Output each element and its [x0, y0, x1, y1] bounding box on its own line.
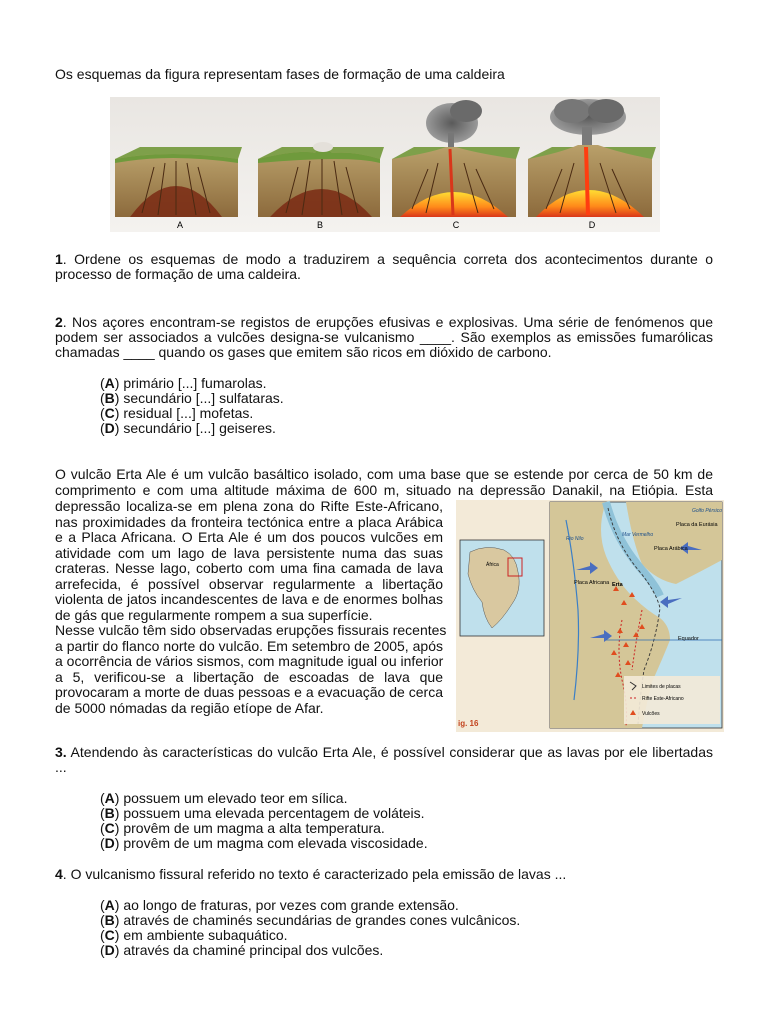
option-letter: B [104, 912, 115, 928]
erta-left-line: provocaram a morte de duas pessoas e a evacuação de cerca [55, 684, 443, 700]
nile-label: Rio Nilo [566, 536, 584, 542]
equator-label: Equador [678, 636, 699, 642]
q4-option-d[interactable]: (D) através da chaminé principal dos vulcões. [100, 942, 384, 958]
option-letter: D [104, 835, 115, 851]
erta-left-line: depressão localiza-se em plena zona do Rifte Este-Africano, [55, 498, 443, 514]
erta-left-line: a ocorrência de vários sismos, com magnitude igual ou inferior [55, 653, 444, 669]
erta-left-line: a 5, verificou-se a libertação de escoadas de lava que [55, 668, 443, 685]
inset-africa-label: África [486, 562, 499, 568]
option-text: em ambiente subaquático. [119, 927, 288, 943]
africa-plate-label: Placa Africana [574, 580, 610, 586]
label-c: C [452, 220, 460, 230]
q2-option-c[interactable]: (C) residual [...] mofetas. [100, 405, 254, 421]
q1-text-1: . Ordene os esquemas de modo a traduzirem a sequência correta dos acontecimentos durante o [62, 251, 713, 267]
erta-text-line-1: O vulcão Erta Ale é um vulcão basáltico isolado, com uma base que se estende por cerca de 50 km de [55, 466, 713, 482]
q2-option-a[interactable]: (A) primário [...] fumarolas. [100, 375, 267, 391]
legend-rift: Rifte Este-Africano [642, 696, 684, 702]
label-b: B [316, 220, 324, 230]
red-sea-label: Mar Vermelho [622, 532, 654, 538]
option-text: secundário [...] geiseres. [119, 420, 276, 436]
q2-option-d[interactable]: (D) secundário [...] geiseres. [100, 420, 276, 436]
option-text: provêm de um magma com elevada viscosidade. [119, 835, 428, 851]
erta-left-line: nas proximidades da fronteira tectónica entre a placa Arábica [55, 513, 443, 530]
figure-label: ig. 16 [458, 719, 479, 728]
option-text: ao longo de fraturas, por vezes com grande extensão. [119, 897, 459, 913]
option-text: provêm de um magma a alta temperatura. [119, 820, 385, 836]
q2-line-3: chamadas ____ quando os gases que emitem são ricos em dióxido de carbono. [55, 344, 552, 360]
option-text: possuem um elevado teor em sílica. [119, 790, 348, 806]
q4-text: . O vulcanismo fissural referido no texto é caracterizado pela emissão de lavas ... [62, 866, 567, 882]
erta-left-line: Nesse vulcão têm sido observadas erupções fissurais recentes [55, 622, 447, 638]
erta-left-line: atividade com um lago de lava persistente numa das suas [55, 544, 443, 561]
q2-text-1: . Nos açores encontram-se registos de erupções efusivas e explosivas. Uma série de fenómenos que [62, 314, 713, 330]
intro-text: Os esquemas da figura representam fases de formação de uma caldeira [55, 66, 505, 82]
q3-option-b[interactable]: (B) possuem uma elevada percentagem de voláteis. [100, 805, 425, 821]
q2-number: 2 [55, 314, 63, 330]
q1-line-2: processo de formação de uma caldeira. [55, 266, 301, 282]
q4-option-b[interactable]: (B) através de chaminés secundárias de grandes cones vulcânicos. [100, 912, 521, 928]
option-letter: B [104, 390, 115, 406]
q2-line-2: podem ser associados a vulcões designa-se vulcanismo ____. São exemplos as emissões fumarólicas [55, 329, 713, 345]
erta-left-line: de 5000 nómadas da região etíope de Afar. [55, 699, 324, 716]
q4-number: 4 [55, 866, 63, 882]
option-letter: A [104, 375, 115, 391]
option-text: primário [...] fumarolas. [119, 375, 267, 391]
option-letter: D [104, 420, 115, 436]
q3-line-1 [55, 745, 713, 760]
legend-volcanoes: Vulcões [642, 711, 660, 717]
option-letter: A [104, 790, 115, 806]
q1-line-1 [55, 252, 713, 267]
option-text: possuem uma elevada percentagem de voláteis. [119, 805, 425, 821]
erta-left-line: violenta de jatos incandescentes de lava e de enormes bolhas [55, 591, 443, 607]
q3-line-2: ... [55, 759, 67, 775]
q4-option-a[interactable]: (A) ao longo de fraturas, por vezes com grande extensão. [100, 897, 459, 913]
legend-plate-limits: Limites de placas [642, 684, 681, 690]
option-letter: B [104, 805, 115, 821]
option-text: residual [...] mofetas. [119, 405, 254, 421]
erta-left-line: e a Placa Africana. O Erta Ale é um dos poucos vulcões em [55, 529, 443, 545]
q1-number: 1 [55, 251, 63, 267]
erta-text-line-2: comprimento e com uma altitude máxima de 600 m, situado na depressão Danakil, na Etiópia. Esta [55, 482, 713, 498]
erta-left-line: arrefecida, é possível observar regularmente a libertação [55, 575, 443, 592]
east-african-rift-map [456, 500, 724, 732]
erta-left-line: crateras. Nesse lago, coberto com uma fina camada de lava [55, 560, 443, 576]
option-letter: C [104, 820, 115, 836]
option-text: através da chaminé principal dos vulcões. [119, 942, 384, 958]
map-legend [624, 676, 720, 724]
arabia-label: Placa Arábica [654, 546, 688, 552]
q2-option-b[interactable]: (B) secundário [...] sulfataras. [100, 390, 284, 406]
q3-option-a[interactable]: (A) possuem um elevado teor em sílica. [100, 790, 348, 806]
option-text: através de chaminés secundárias de grandes cones vulcânicos. [119, 912, 521, 928]
q3-number: 3. [55, 744, 67, 760]
q4-line-1 [55, 867, 713, 882]
option-letter: C [104, 927, 115, 943]
gulf-label: Golfo Pérsico [692, 508, 723, 514]
q2-line-1 [55, 315, 713, 330]
erta-left-line: a partir do flanco norte do vulcão. Em setembro de 2005, após [55, 637, 443, 654]
label-a: A [176, 220, 184, 230]
eurasia-label: Placa da Eurásia [676, 522, 718, 528]
q3-option-d[interactable]: (D) provêm de um magma com elevada viscosidade. [100, 835, 428, 851]
q3-text-1: Atendendo às características do vulcão Erta Ale, é possível considerar que as lavas por ele libertadas [66, 744, 713, 760]
erta-left-line: de gás que regularmente rompem a sua superfície. [55, 606, 373, 623]
option-letter: C [104, 405, 115, 421]
option-letter: D [104, 942, 115, 958]
q4-option-c[interactable]: (C) em ambiente subaquático. [100, 927, 288, 943]
option-text: secundário [...] sulfataras. [119, 390, 284, 406]
label-d: D [588, 220, 596, 230]
q3-option-c[interactable]: (C) provêm de um magma a alta temperatura. [100, 820, 385, 836]
erta-label: Erta [612, 582, 623, 588]
option-letter: A [104, 897, 115, 913]
caldera-formation-figure [110, 97, 660, 232]
block-b [258, 142, 384, 230]
